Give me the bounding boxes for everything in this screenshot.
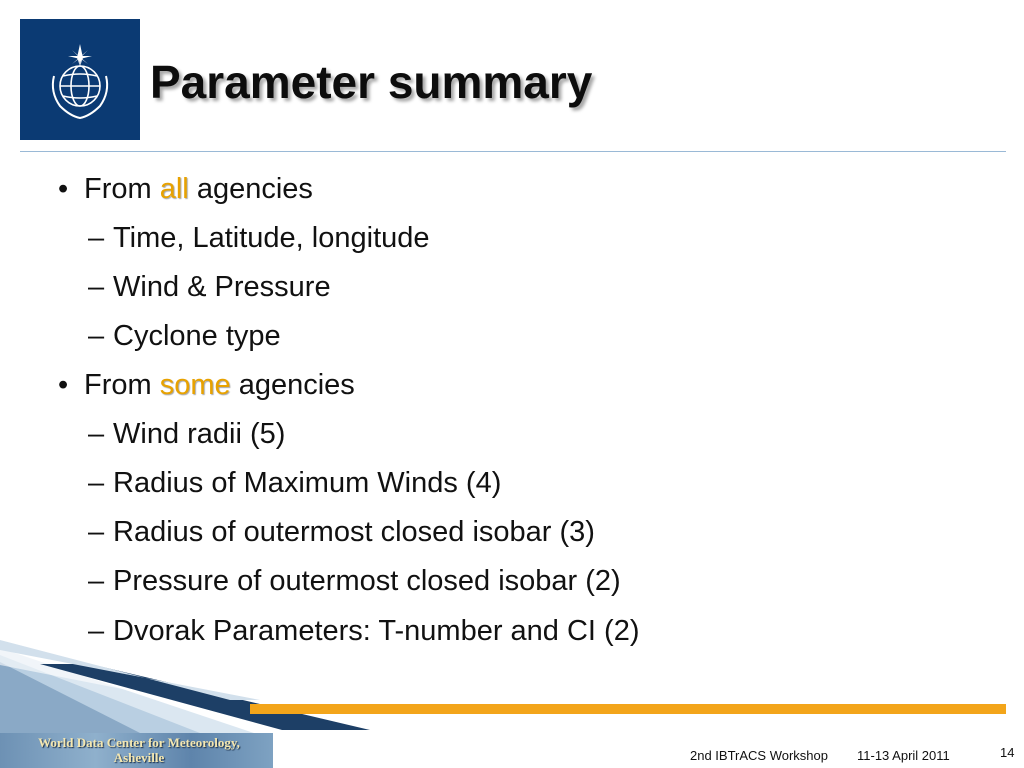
bullet-suffix: agencies (238, 369, 355, 401)
highlight-word: all (159, 173, 189, 205)
bullet-prefix: From (84, 369, 152, 401)
bullet-item (58, 368, 355, 402)
sub-bullet-text: Time, Latitude, longitude (113, 222, 430, 254)
highlight-word: some (159, 369, 231, 401)
sub-bullet-text: Wind radii (5) (113, 418, 286, 450)
dash-marker: – (88, 516, 105, 548)
bullet-suffix: agencies (196, 173, 313, 205)
sub-bullet-item (88, 614, 640, 648)
sub-bullet-text: Radius of outermost closed isobar (3) (113, 516, 595, 548)
footer-dates: 11-13 April 2011 (857, 748, 950, 763)
sub-bullet-text: Radius of Maximum Winds (4) (113, 467, 502, 499)
dash-marker: – (88, 565, 105, 597)
sub-bullet-item (88, 564, 621, 598)
sub-bullet-text: Cyclone type (113, 320, 281, 352)
sub-bullet-item (88, 417, 285, 451)
accent-bar (250, 704, 1006, 714)
sub-bullet-item (88, 221, 430, 255)
banner-text (24, 735, 254, 765)
sub-bullet-item (88, 515, 595, 549)
footer-workshop: 2nd IBTrACS Workshop (690, 748, 828, 763)
page-number: 14 (1000, 745, 1015, 760)
wmo-emblem-icon (36, 36, 124, 124)
banner-line-1: World Data Center for Meteorology, (38, 735, 240, 750)
bullet-marker: • (58, 173, 69, 205)
bullet-prefix: From (84, 173, 152, 205)
dash-marker: – (88, 222, 105, 254)
sub-bullet-text: Wind & Pressure (113, 271, 331, 303)
sub-bullet-item (88, 270, 331, 304)
sub-bullet-item (88, 466, 501, 500)
dash-marker: – (88, 320, 105, 352)
dash-marker: – (88, 467, 105, 499)
banner-line-2: Asheville (113, 750, 165, 765)
bullet-marker: • (58, 369, 69, 401)
sub-bullet-item (88, 319, 281, 353)
slide-title: Parameter summary (150, 56, 593, 108)
wdc-banner (0, 733, 273, 768)
sub-bullet-text: Dvorak Parameters: T-number and CI (2) (113, 615, 640, 647)
title-divider (20, 151, 1006, 152)
dash-marker: – (88, 615, 105, 647)
wmo-logo (20, 19, 140, 140)
dash-marker: – (88, 418, 105, 450)
sub-bullet-text: Pressure of outermost closed isobar (2) (113, 565, 621, 597)
bullet-item (58, 172, 313, 206)
dash-marker: – (88, 271, 105, 303)
